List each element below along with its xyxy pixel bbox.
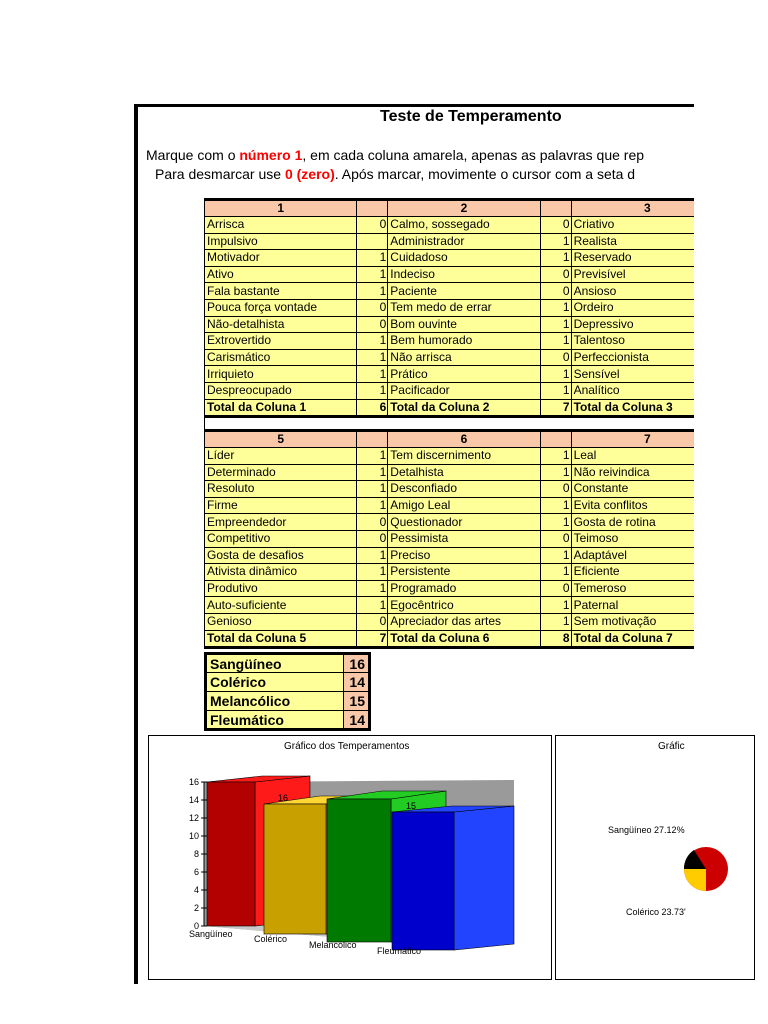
score-input-cell[interactable]: 1 [357, 266, 388, 283]
table-row [205, 564, 695, 581]
word-cell: Não arrisca [388, 349, 540, 366]
bar-chart-title: Gráfico dos Temperamentos [284, 741, 410, 752]
y-tick-label: 0 [193, 921, 199, 931]
table-row [205, 233, 695, 250]
word-cell: Previsível [571, 266, 694, 283]
column-total-label: Total da Coluna 1 [205, 399, 357, 416]
x-category-label: Sangüíneo [189, 929, 233, 939]
y-tick-label: 10 [188, 831, 199, 841]
score-input-cell[interactable]: 1 [540, 299, 571, 316]
column-header [540, 431, 571, 448]
column-total-value: 7 [357, 630, 388, 647]
score-input-cell[interactable]: 1 [357, 333, 388, 350]
word-cell: Resoluto [205, 481, 357, 498]
column-header [540, 200, 571, 217]
score-input-cell[interactable]: 0 [357, 514, 388, 531]
score-input-cell[interactable]: 1 [540, 464, 571, 481]
table-row [205, 283, 695, 300]
word-cell: Constante [571, 481, 694, 498]
word-cell: Competitivo [205, 530, 357, 547]
score-input-cell[interactable]: 1 [540, 382, 571, 399]
table-row [205, 481, 695, 498]
word-cell: Prático [388, 366, 540, 383]
column-header [357, 431, 388, 448]
word-cell: Tem discernimento [388, 448, 540, 465]
x-category-label: Melancólico [309, 940, 357, 950]
word-cell: Pessimista [388, 530, 540, 547]
table-row [205, 448, 695, 465]
summary-row [206, 711, 370, 730]
bar-side [454, 806, 514, 950]
word-cell: Talentoso [571, 333, 694, 350]
word-cell: Adaptável [571, 547, 694, 564]
score-input-cell[interactable]: 1 [357, 382, 388, 399]
score-input-cell[interactable]: 1 [540, 497, 571, 514]
word-cell: Perfeccionista [571, 349, 694, 366]
word-cell: Paciente [388, 283, 540, 300]
score-input-cell[interactable]: 0 [540, 217, 571, 234]
word-cell: Bom ouvinte [388, 316, 540, 333]
column-total-value: 8 [540, 630, 571, 647]
word-cell: Criativo [571, 217, 694, 234]
score-input-cell[interactable]: 1 [540, 366, 571, 383]
word-cell: Genioso [205, 613, 357, 630]
word-cell: Auto-suficiente [205, 597, 357, 614]
score-input-cell[interactable]: 1 [540, 547, 571, 564]
word-cell: Realista [571, 233, 694, 250]
score-input-cell[interactable]: 1 [357, 547, 388, 564]
word-cell: Despreocupado [205, 382, 357, 399]
page-left-border [134, 104, 138, 984]
word-cell: Evita conflitos [571, 497, 694, 514]
table-row [205, 530, 695, 547]
score-input-cell[interactable]: 1 [357, 580, 388, 597]
instruction-line-2: Para desmarcar use 0 (zero). Após marcar, movimente o cursor com a seta d [155, 166, 636, 182]
column-total-label: Total da Coluna 7 [571, 630, 694, 647]
temperament-summary-table [204, 652, 371, 731]
word-cell: Gosta de desafios [205, 547, 357, 564]
word-cell: Depressivo [571, 316, 694, 333]
word-cell: Temeroso [571, 580, 694, 597]
word-cell: Fala bastante [205, 283, 357, 300]
temperament-table-bottom [204, 429, 694, 649]
word-cell: Cuidadoso [388, 250, 540, 267]
table-row [205, 250, 695, 267]
table-row [205, 316, 695, 333]
table-row [205, 497, 695, 514]
word-cell: Sem motivação [571, 613, 694, 630]
score-input-cell[interactable]: 1 [540, 448, 571, 465]
word-cell: Ansioso [571, 283, 694, 300]
score-input-cell[interactable]: 0 [357, 299, 388, 316]
table-row [205, 597, 695, 614]
score-input-cell[interactable]: 0 [540, 349, 571, 366]
score-input-cell[interactable]: 1 [357, 497, 388, 514]
bar-2 [327, 799, 391, 942]
summary-label: Sangüíneo [206, 654, 344, 673]
word-cell: Calmo, sossegado [388, 217, 540, 234]
summary-value: 14 [344, 673, 370, 692]
y-tick-label: 12 [188, 813, 199, 823]
summary-label: Melancólico [206, 692, 344, 711]
word-cell: Programado [388, 580, 540, 597]
word-cell: Carismático [205, 349, 357, 366]
word-cell: Gosta de rotina [571, 514, 694, 531]
word-cell: Extrovertido [205, 333, 357, 350]
score-input-cell[interactable]: 1 [357, 448, 388, 465]
y-tick-label: 16 [188, 777, 199, 787]
word-cell: Não reivindica [571, 464, 694, 481]
word-cell: Produtivo [205, 580, 357, 597]
word-cell: Preciso [388, 547, 540, 564]
table-row [205, 366, 695, 383]
table-total-row [205, 630, 695, 647]
word-cell: Sensível [571, 366, 694, 383]
summary-value: 15 [344, 692, 370, 711]
score-input-cell[interactable]: 0 [540, 530, 571, 547]
score-input-cell[interactable]: 1 [357, 366, 388, 383]
summary-value: 14 [344, 711, 370, 730]
score-input-cell[interactable]: 1 [540, 564, 571, 581]
score-input-cell[interactable]: 0 [540, 283, 571, 300]
word-cell: Paternal [571, 597, 694, 614]
table-row [205, 217, 695, 234]
table-separator [204, 415, 694, 429]
score-input-cell[interactable]: 0 [540, 580, 571, 597]
word-cell: Tem medo de errar [388, 299, 540, 316]
table-total-row [205, 399, 695, 416]
word-cell: Não-detalhista [205, 316, 357, 333]
pie-slice-colerico [684, 869, 706, 891]
page-title: Teste de Temperamento [380, 108, 562, 125]
summary-value: 16 [344, 654, 370, 673]
score-input-cell[interactable]: 1 [357, 283, 388, 300]
table-row [205, 613, 695, 630]
score-input-cell[interactable] [357, 233, 388, 250]
bar-value-label: 16 [278, 793, 289, 803]
word-cell: Indeciso [388, 266, 540, 283]
y-tick-label: 14 [188, 795, 199, 805]
word-cell: Apreciador das artes [388, 613, 540, 630]
table-row [205, 580, 695, 597]
score-input-cell[interactable]: 0 [357, 217, 388, 234]
score-input-cell[interactable]: 1 [540, 597, 571, 614]
score-input-cell[interactable]: 0 [357, 613, 388, 630]
y-tick-label: 6 [193, 867, 199, 877]
column-total-label: Total da Coluna 6 [388, 630, 540, 647]
word-cell: Desconfiado [388, 481, 540, 498]
column-header: 3 [571, 200, 694, 217]
instruction-line-1: Marque com o número 1, em cada coluna amarela, apenas as palavras que rep [146, 147, 645, 163]
column-total-value: 6 [357, 399, 388, 416]
y-tick-label: 2 [193, 903, 199, 913]
bar-0 [207, 782, 255, 926]
score-input-cell[interactable]: 1 [357, 349, 388, 366]
score-input-cell[interactable]: 1 [540, 233, 571, 250]
word-cell: Impulsivo [205, 233, 357, 250]
table-row [205, 464, 695, 481]
score-input-cell[interactable]: 1 [357, 597, 388, 614]
summary-row [206, 692, 370, 711]
score-input-cell[interactable]: 1 [357, 464, 388, 481]
score-input-cell[interactable]: 1 [357, 564, 388, 581]
word-cell: Determinado [205, 464, 357, 481]
score-input-cell[interactable]: 1 [357, 481, 388, 498]
word-cell: Pouca força vontade [205, 299, 357, 316]
column-total-label: Total da Coluna 2 [388, 399, 540, 416]
word-cell: Administrador [388, 233, 540, 250]
table-row [205, 547, 695, 564]
word-cell: Reservado [571, 250, 694, 267]
bar-1 [264, 804, 326, 934]
pie-label-colerico: Colérico 23.73' [626, 907, 686, 917]
word-cell: Amigo Leal [388, 497, 540, 514]
word-cell: Líder [205, 448, 357, 465]
pie-chart-title: Gráfic [658, 741, 685, 752]
x-category-label: Colérico [254, 934, 288, 944]
score-input-cell[interactable]: 1 [540, 316, 571, 333]
table-row [205, 349, 695, 366]
score-input-cell[interactable]: 0 [540, 266, 571, 283]
column-total-label: Total da Coluna 3 [571, 399, 694, 416]
word-cell: Motivador [205, 250, 357, 267]
word-cell: Arrisca [205, 217, 357, 234]
summary-label: Colérico [206, 673, 344, 692]
summary-row [206, 673, 370, 692]
table-row [205, 382, 695, 399]
bar-3 [392, 812, 454, 950]
table-row [205, 299, 695, 316]
y-tick-label: 4 [193, 885, 199, 895]
bar-chart[interactable] [148, 735, 552, 980]
table-row [205, 333, 695, 350]
word-cell: Ativista dinâmico [205, 564, 357, 581]
score-input-cell[interactable]: 1 [540, 613, 571, 630]
word-cell: Eficiente [571, 564, 694, 581]
word-cell: Analítico [571, 382, 694, 399]
pie-chart-plot [556, 736, 755, 980]
x-category-label: Fleumático [377, 946, 422, 956]
column-header: 5 [205, 431, 357, 448]
column-header: 2 [388, 200, 540, 217]
word-cell: Questionador [388, 514, 540, 531]
page-top-border [134, 104, 694, 107]
column-total-value: 7 [540, 399, 571, 416]
word-cell: Persistente [388, 564, 540, 581]
word-cell: Ordeiro [571, 299, 694, 316]
pie-chart[interactable] [555, 735, 755, 980]
table-row [205, 514, 695, 531]
word-cell: Pacificador [388, 382, 540, 399]
column-header: 6 [388, 431, 540, 448]
bar-chart-plot [149, 736, 553, 981]
column-header: 7 [571, 431, 694, 448]
score-input-cell[interactable]: 1 [357, 250, 388, 267]
word-cell: Empreendedor [205, 514, 357, 531]
column-total-label: Total da Coluna 5 [205, 630, 357, 647]
table-header-row [205, 431, 695, 448]
column-header [357, 200, 388, 217]
score-input-cell[interactable]: 0 [357, 316, 388, 333]
summary-row [206, 654, 370, 673]
score-input-cell[interactable]: 0 [357, 530, 388, 547]
word-cell: Egocêntrico [388, 597, 540, 614]
temperament-table-top [204, 198, 694, 418]
table-header-row [205, 200, 695, 217]
summary-label: Fleumático [206, 711, 344, 730]
y-tick-label: 8 [193, 849, 199, 859]
word-cell: Leal [571, 448, 694, 465]
word-cell: Ativo [205, 266, 357, 283]
bar-value-label: 15 [406, 801, 417, 811]
score-input-cell[interactable]: 0 [540, 481, 571, 498]
column-header: 1 [205, 200, 357, 217]
word-cell: Irriquieto [205, 366, 357, 383]
word-cell: Teimoso [571, 530, 694, 547]
word-cell: Firme [205, 497, 357, 514]
pie-label-sanguineo: Sangüíneo 27.12% [608, 825, 685, 835]
score-input-cell[interactable]: 1 [540, 250, 571, 267]
word-cell: Detalhista [388, 464, 540, 481]
word-cell: Bem humorado [388, 333, 540, 350]
table-row [205, 266, 695, 283]
score-input-cell[interactable]: 1 [540, 333, 571, 350]
score-input-cell[interactable]: 1 [540, 514, 571, 531]
